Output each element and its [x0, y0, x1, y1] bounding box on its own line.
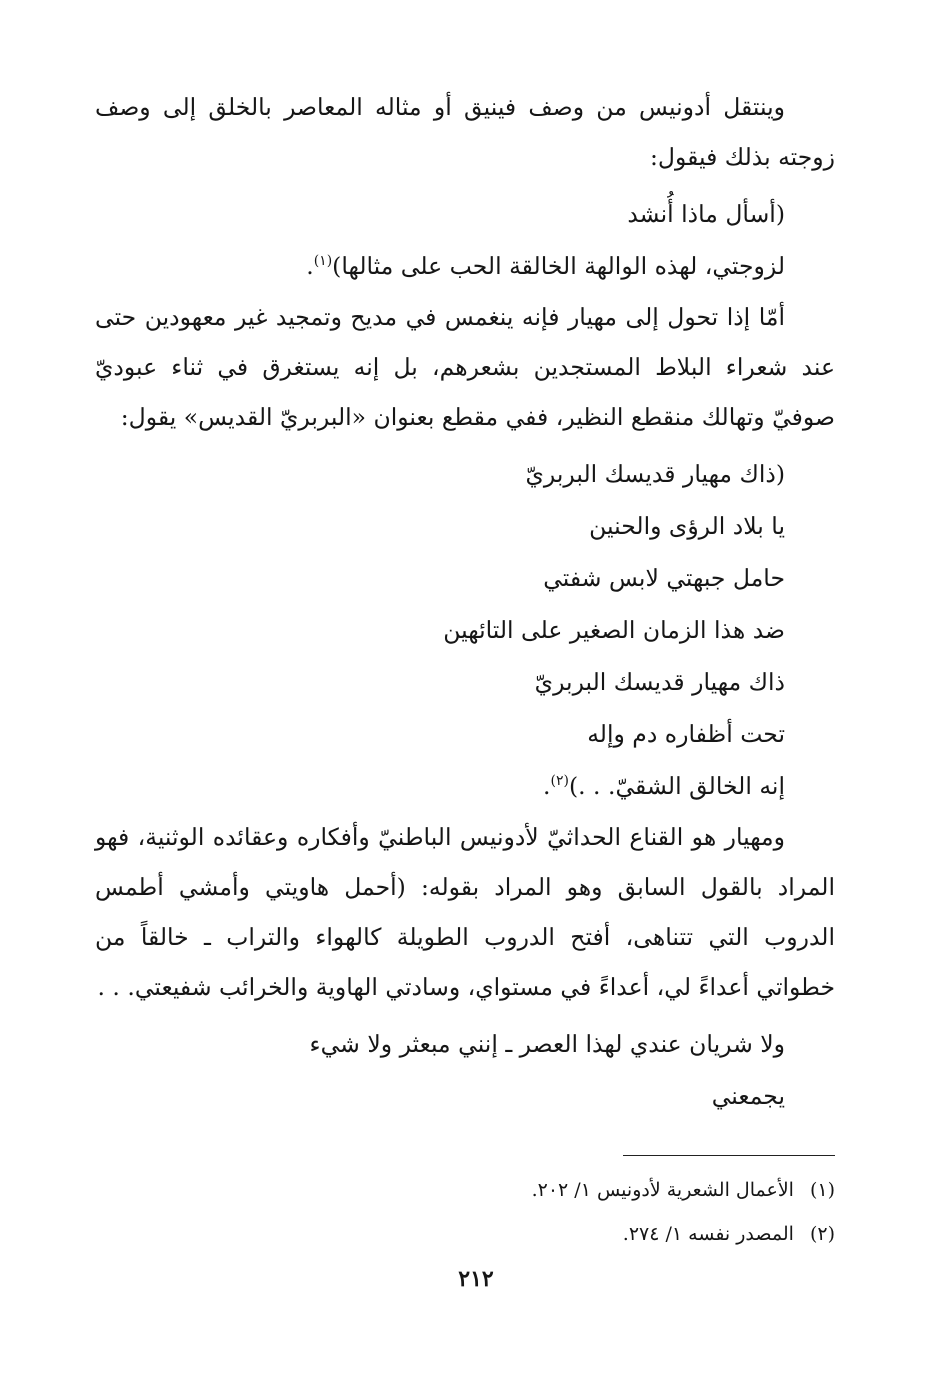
footnote-1	[95, 1168, 835, 1212]
verse-end-mark: .	[543, 772, 551, 800]
verse-end-mark: .	[306, 252, 314, 280]
verse-line: يا بلاد الرؤى والحنين	[589, 512, 785, 540]
verse-line: ولا شريان عندي لهذا العصر ـ إنني مبعثر ولا شيء	[309, 1030, 785, 1058]
verse-line: تحت أظفاره دم وإله	[587, 720, 785, 748]
verse-line-with-footnote	[95, 760, 835, 812]
verse-line: ذاك مهيار قديسك البربريّ	[534, 668, 785, 696]
footnote-text: المصدر نفسه ١/ ٢٧٤.	[622, 1223, 794, 1245]
footnote-number: (٢)	[809, 1223, 835, 1245]
paragraph-3: ومهيار هو القناع الحداثيّ لأدونيس الباطنيّ وأفكاره وعقائده الوثنية، فهو المراد بالقول السابق وهو المراد بقوله: (أحمل هاويتي وأمشي أطمس الدروب التي تتناهى، أفتح الدروب الطويلة كالهواء والتراب ـ خالقاً من خطواتي أعداءً لي، أعداءً في مستواي، وسادتي الهاوية والخرائب شفيعتي. . .	[95, 823, 835, 1001]
footnote-ref-2[interactable]: (٢)	[550, 773, 569, 790]
verse-line: حامل جبهتي لابس شفتي	[543, 564, 785, 592]
footnotes	[95, 1168, 835, 1256]
verse-line: (أسأل ماذا أُنشد	[627, 200, 785, 228]
footnote-number: (١)	[809, 1179, 835, 1201]
page-number: ٢١٢	[458, 1266, 494, 1292]
verse-text: إنه الخالق الشقيّ. . .)	[568, 772, 785, 800]
verse-line-with-footnote	[95, 240, 835, 292]
verse-text: لزوجتي، لهذه الوالهة الخالقة الحب على مثالها)	[332, 252, 785, 280]
paragraph-1: وينتقل أدونيس من وصف فينيق أو مثاله المعاصر بالخلق إلى وصف زوجته بذلك فيقول:	[95, 93, 835, 171]
main-text	[95, 82, 835, 1122]
verse-line: يجمعني	[711, 1082, 785, 1110]
verse-line: (ذاك مهيار قديسك البربريّ	[525, 460, 785, 488]
verse-line: ضد هذا الزمان الصغير على التائهين	[443, 616, 785, 644]
footnote-2	[95, 1212, 835, 1256]
footnote-ref-1[interactable]: (١)	[313, 253, 333, 270]
footnote-text: الأعمال الشعرية لأدونيس ١/ ٢٠٢.	[531, 1179, 794, 1201]
paragraph-2: أمّا إذا تحول إلى مهيار فإنه ينغمس في مديح وتمجيد غير معهودين حتى عند شعراء البلاط المستجدين بشعرهم، بل إنه يستغرق في ثناء عبوديّ صوفيّ وتهالك منقطع النظير، ففي مقطع بعنوان «البربريّ القديس» يقول:	[95, 303, 835, 431]
footnote-separator	[623, 1155, 835, 1156]
